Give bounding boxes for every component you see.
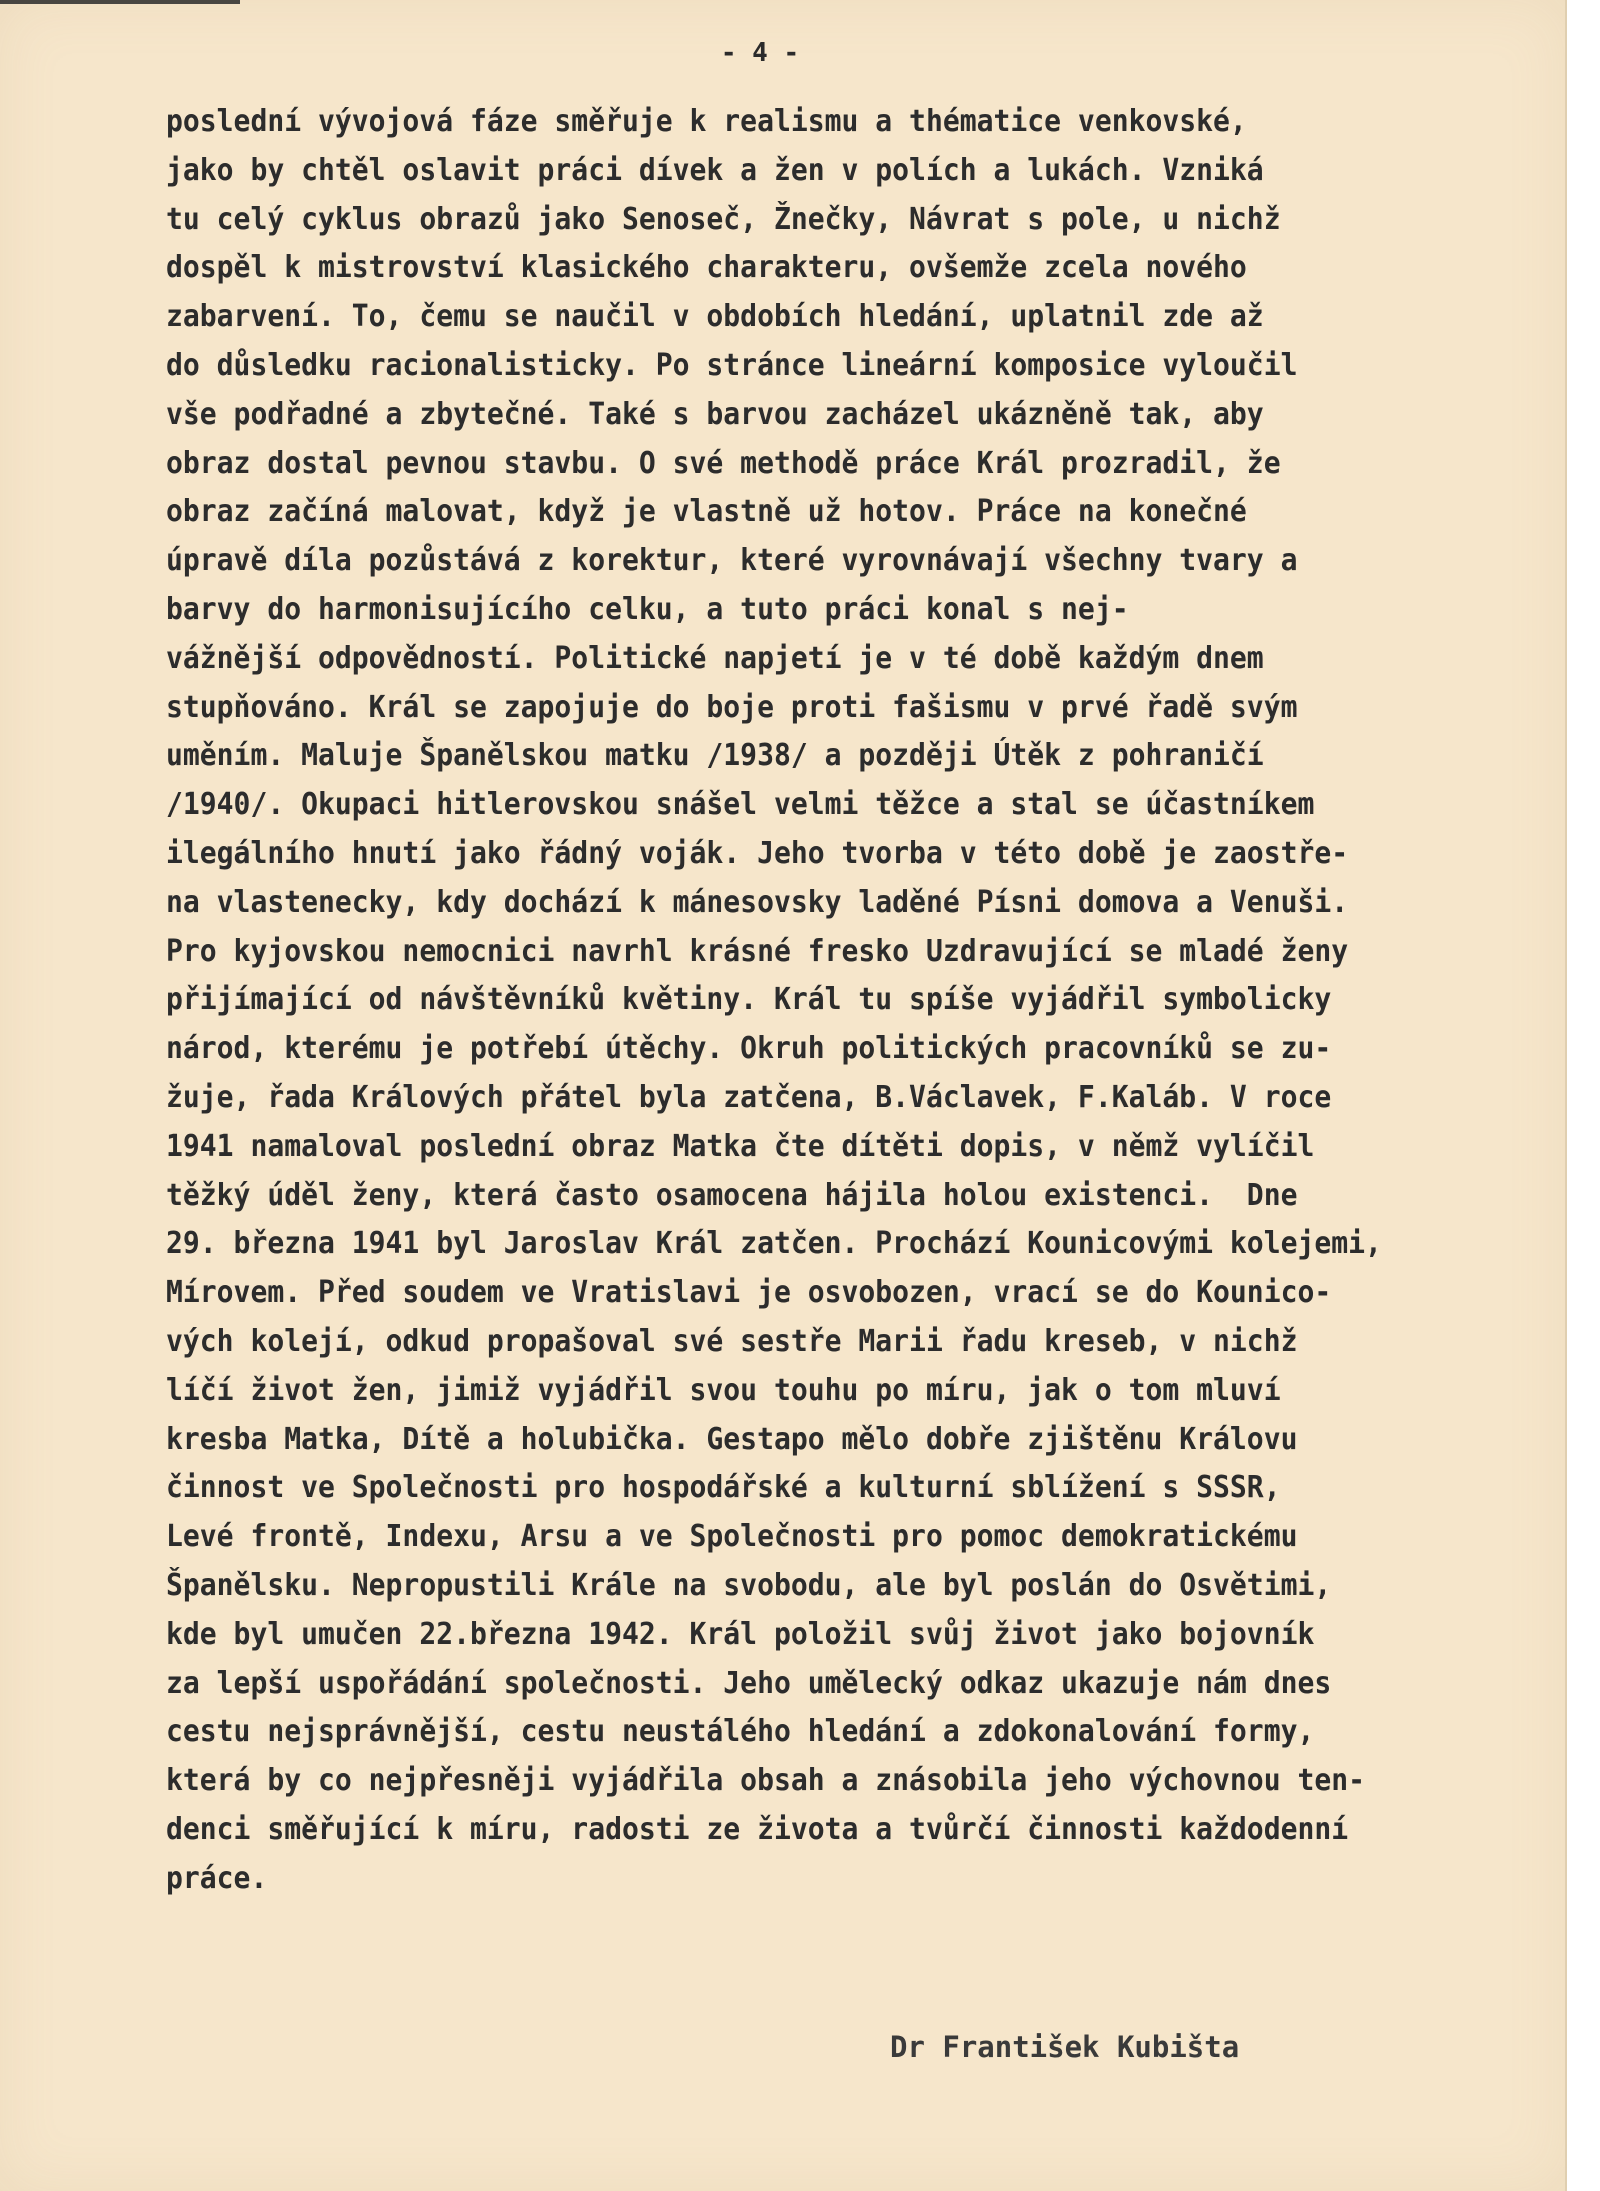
text-line: Levé frontě, Indexu, Arsu a ve Společnosti pro pomoc demokratickému [166,1519,1298,1555]
text-line: těžký úděl ženy, která často osamocena hájila holou existenci. Dne [166,1177,1298,1213]
text-line: ilegálního hnutí jako řádný voják. Jeho tvorba v této době je zaostře- [166,835,1349,871]
text-line: za lepší uspořádání společnosti. Jeho umělecký odkaz ukazuje nám dnes [166,1665,1332,1701]
text-line: zabarvení. To, čemu se naučil v obdobích hledání, uplatnil zde až [166,299,1264,335]
text-line: 1941 namaloval poslední obraz Matka čte dítěti dopis, v němž vylíčil [166,1128,1315,1164]
scan-margin [1567,0,1600,2191]
text-line: jako by chtěl oslavit práci dívek a žen v polích a lukách. Vzniká [166,152,1264,188]
page-number: - 4 - [720,38,800,68]
body-text [166,98,1566,1903]
text-line: obraz dostal pevnou stavbu. O své methodě práce Král prozradil, že [166,445,1281,481]
text-line: která by co nejpřesněji vyjádřila obsah a znásobila jeho výchovnou ten- [166,1763,1366,1799]
text-line: líčí život žen, jimiž vyjádřil svou touhu po míru, jak o tom mluví [166,1372,1281,1408]
text-line: vých kolejí, odkud propašoval své sestře Marii řadu kreseb, v nichž [166,1323,1298,1359]
text-line: práce. [166,1860,268,1896]
text-line: /1940/. Okupaci hitlerovskou snášel velmi těžce a stal se účastníkem [166,787,1315,823]
top-edge-mark [0,0,240,4]
text-line: přijímající od návštěvníků květiny. Král tu spíše vyjádřil symbolicky [166,982,1332,1018]
text-line: na vlastenecky, kdy dochází k mánesovsky laděné Písni domova a Venuši. [166,884,1349,920]
text-line: dospěl k mistrovství klasického charakteru, ovšemže zcela nového [166,250,1247,286]
text-line: poslední vývojová fáze směřuje k realismu a thématice venkovské, [166,104,1247,139]
text-line: vše podřadné a zbytečné. Také s barvou zacházel ukázněně tak, aby [166,396,1264,432]
text-line: Mírovem. Před soudem ve Vratislavi je osvobozen, vrací se do Kounico- [166,1275,1332,1311]
author-signature: Dr František Kubišta [890,2030,1240,2064]
text-line: stupňováno. Král se zapojuje do boje proti fašismu v prvé řadě svým [166,689,1298,725]
text-line: úpravě díla pozůstává z korektur, které vyrovnávají všechny tvary a [166,543,1298,579]
text-line: cestu nejsprávnější, cestu neustálého hledání a zdokonalování formy, [166,1714,1315,1750]
text-line: obraz začíná malovat, když je vlastně už hotov. Práce na konečné [166,494,1247,530]
text-line: Španělsku. Nepropustili Krále na svobodu, ale byl poslán do Osvětimi, [166,1567,1332,1603]
text-line: barvy do harmonisujícího celku, a tuto práci konal s nej- [166,591,1129,627]
text-line: národ, kterému je potřebí útěchy. Okruh politických pracovníků se zu- [166,1031,1332,1067]
text-line: činnost ve Společnosti pro hospodářské a kulturní sblížení s SSSR, [166,1470,1281,1506]
text-line: kde byl umučen 22.března 1942. Král položil svůj život jako bojovník [166,1616,1315,1652]
text-line: uměním. Maluje Španělskou matku /1938/ a později Útěk z pohraničí [166,738,1264,774]
text-line: do důsledku racionalisticky. Po stránce lineární komposice vyloučil [166,347,1298,383]
text-line: 29. března 1941 byl Jaroslav Král zatčen. Prochází Kounicovými kolejemi, [166,1226,1382,1262]
text-line: kresba Matka, Dítě a holubička. Gestapo mělo dobře zjištěnu Královu [166,1421,1298,1457]
text-line: denci směřující k míru, radosti ze života a tvůrčí činnosti každodenní [166,1811,1349,1847]
text-line: žuje, řada Králových přátel byla zatčena, B.Václavek, F.Kaláb. V roce [166,1079,1332,1115]
text-line: tu celý cyklus obrazů jako Senoseč, Žnečky, Návrat s pole, u nichž [166,201,1281,237]
text-line: Pro kyjovskou nemocnici navrhl krásné fresko Uzdravující se mladé ženy [166,933,1349,969]
text-line: vážnější odpovědností. Politické napjetí je v té době každým dnem [166,640,1264,676]
